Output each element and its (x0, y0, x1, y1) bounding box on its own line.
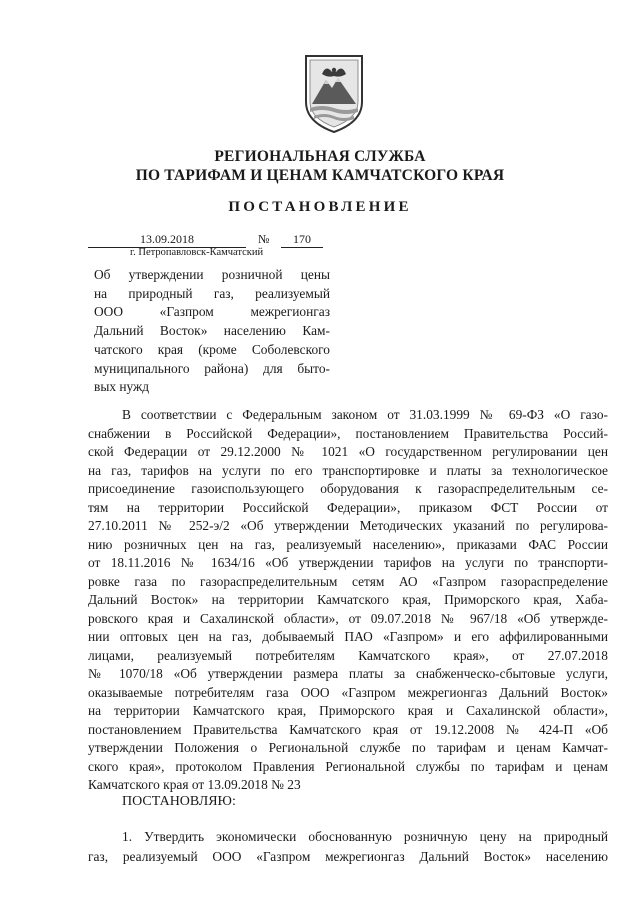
subject-line: Дальний Восток» населению Кам- (94, 323, 330, 339)
document-date: 13.09.2018 (88, 232, 246, 248)
subject-line: ООО «Газпром межрегионгаз (94, 304, 330, 320)
preamble-line: присоединение газоиспользующего оборудования к газораспределительным се- (88, 481, 608, 496)
preamble-line: нию розничных цен на газ, реализуемый населению», приказами ФАС России (88, 536, 608, 552)
preamble-line: ровского края и Сахалинской области», от 09.07.2018 № 967/18 «Об утвержде- (88, 610, 608, 626)
subject-line: вых нужд (94, 379, 150, 395)
preamble-line: № 1070/18 «Об утверждении размера платы за снабженческо-сбытовые услуги, (88, 666, 608, 681)
item-line: газ, реализуемый ООО «Газпром межрегионгаз Дальний Восток» населению (88, 848, 608, 864)
preamble-line: от 18.11.2016 № 1634/16 «Об утверждении тарифов на услуги по транспорти- (88, 555, 608, 570)
document-subject (94, 266, 330, 397)
subject-line: на природный газ, реализуемый (94, 285, 330, 301)
preamble-line: ровке газа по газораспределительным сетям АО «Газпром газораспределение (88, 573, 608, 589)
preamble-line: утверждении Положения о Региональной службе по тарифам и ценам Камчат- (88, 740, 608, 755)
subject-line: Об утверждении розничной цены (94, 267, 330, 282)
organization-name-line2: ПО ТАРИФАМ И ЦЕНАМ КАМЧАТСКОГО КРАЯ (135, 167, 505, 184)
preamble-line: тям на территории Российской Федерации», приказом ФСТ России от (88, 499, 608, 515)
preamble-line: Камчатского края от 13.09.2018 № 23 (88, 777, 301, 792)
number-sign: № (258, 232, 270, 246)
subject-line: чатского края (кроме Соболевского (94, 341, 330, 357)
document-number: 170 (281, 232, 323, 248)
preamble-paragraph (88, 406, 608, 795)
preamble-line: на территории Камчатского края, Приморского края и Сахалинской области», (88, 703, 608, 718)
resolution-item-1 (88, 827, 608, 866)
preamble-line: нии оптовых цен на газ, добываемый ПАО «Газпром» и его аффилированными (88, 629, 608, 644)
preamble-line: ского края», протоколом Правления Региональной службы по тарифам и ценам (88, 758, 608, 774)
subject-line: муниципального района) для быто- (94, 360, 330, 376)
preamble-line: лицами, реализуемый потребителям Камчатского края», от 27.07.2018 (88, 647, 608, 663)
preamble-line: оказываемые потребителям газа ООО «Газпром межрегионгаз Дальний Восток» (88, 684, 608, 700)
preamble-line: на газ, тарифов на услуги по его транспортировке и платы за технологическое (88, 462, 608, 478)
kamchatka-coat-of-arms-icon (302, 50, 366, 134)
preamble-line: 27.10.2011 № 252-э/2 «Об утверждении Методических указаний по регулирова- (88, 518, 608, 533)
preamble-line: В соответствии с Федеральным законом от 31.03.1999 № 69-ФЗ «О газо- (122, 407, 608, 422)
resolve-heading: ПОСТАНОВЛЯЮ: (122, 794, 236, 809)
preamble-line: снабжении в Российской Федерации», постановлением Правительства Россий- (88, 425, 608, 441)
item-line: 1. Утвердить экономически обоснованную розничную цену на природный (122, 829, 608, 844)
organization-name-line1: РЕГИОНАЛЬНАЯ СЛУЖБА (214, 148, 426, 165)
issue-city: г. Петропавловск-Камчатский (130, 247, 264, 258)
preamble-line: постановлением Правительства Камчатского края от 19.12.2008 № 424-П «Об (88, 721, 608, 737)
preamble-line: ской Федерации от 29.12.2000 № 1021 «О государственном регулировании цен (88, 444, 608, 459)
preamble-line: Дальний Восток» на территории Камчатского края, Приморского края, Хаба- (88, 592, 608, 607)
document-type-title: ПОСТАНОВЛЕНИЕ (228, 199, 412, 215)
